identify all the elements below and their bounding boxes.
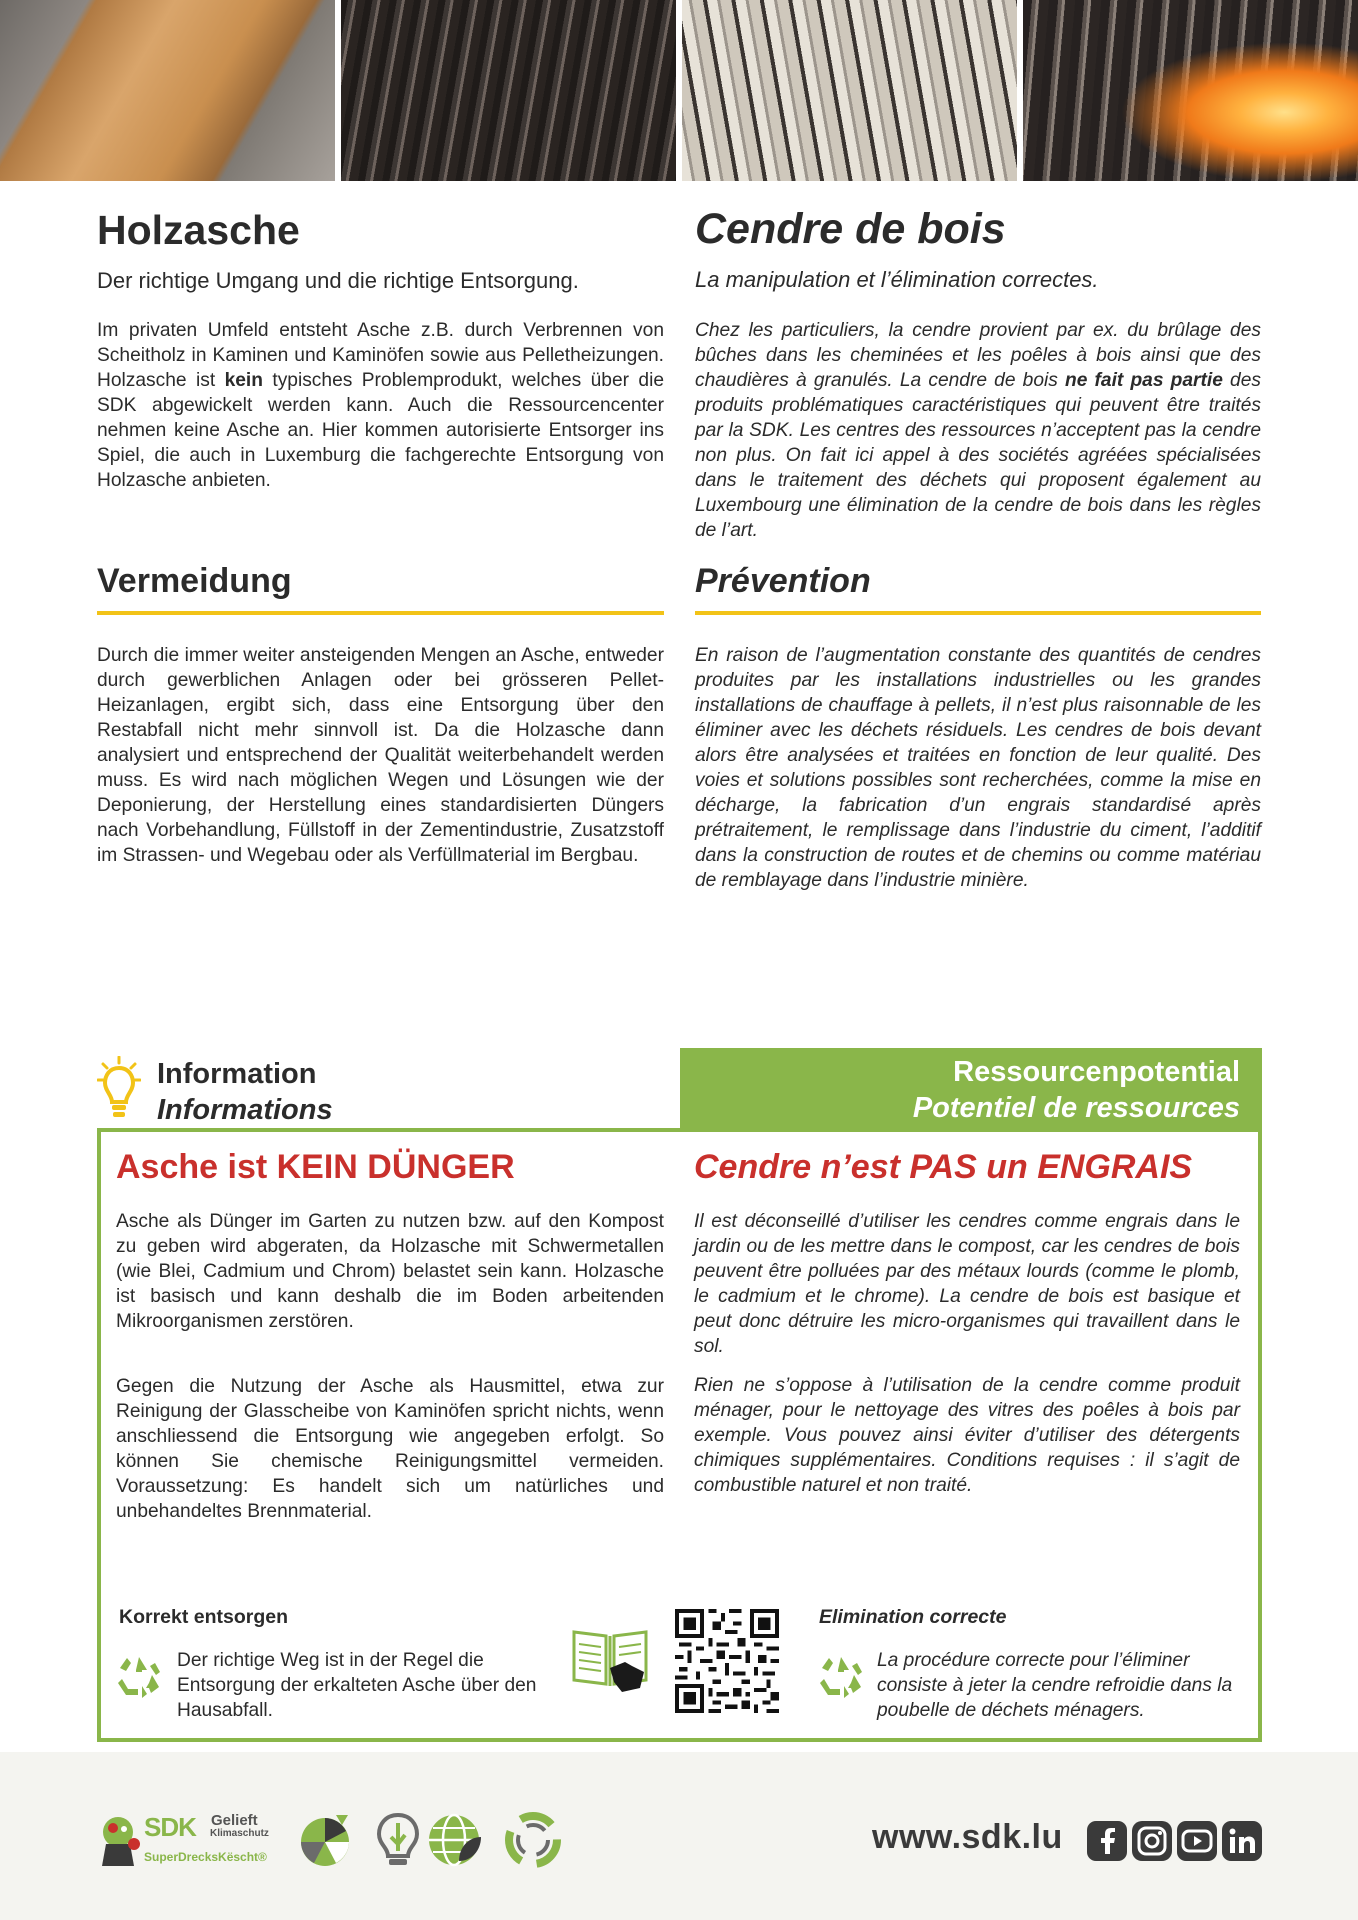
- photo-fire: [1023, 0, 1358, 181]
- prevention-rule-de: [97, 611, 664, 615]
- disposal-text-de: Der richtige Weg ist in der Regel die Entsorgung der erkalteten Asche über den Hausabfall.: [177, 1650, 537, 1721]
- resource-label-de: Ressourcenpotential: [953, 1056, 1240, 1088]
- warning-text-2-de: Gegen die Nutzung der Asche als Hausmittel, etwa zur Reinigung der Glasscheibe von Kaminöfen spricht nichts, wenn anschliessend die Entsorgung wie angegeben erfolgt. So können Sie chemische Reinigungsmittel vermeiden. Voraussetzung: Es handelt sich um natürliches und unbehandeltes Brennmaterial.: [116, 1376, 664, 1523]
- warning-title-de: Asche ist KEIN DÜNGER: [116, 1148, 515, 1186]
- prevention-title-de: Vermeidung: [97, 562, 292, 600]
- photo-wood-log: [0, 0, 335, 181]
- header-photo-strip: [0, 0, 1358, 181]
- globe-leaf-icon: [425, 1811, 483, 1869]
- prevention-title-fr: Prévention: [695, 562, 871, 600]
- information-title: Information Informations: [157, 1058, 333, 1126]
- information-header: [97, 1052, 680, 1130]
- recycle-icon-de: [116, 1653, 162, 1699]
- lightbulb-footer-icon: [369, 1811, 427, 1869]
- resource-potential-header: [680, 1048, 1262, 1130]
- prevention-text-de: Durch die immer weiter ansteigenden Mengen an Asche, entweder durch gewerblichen Anlagen oder bei grösseren Pellet-Heizanlagen, ergibt sich, dass eine Entsorgung über den Restabfall nicht mehr sinnvoll ist. Da die Holzasche dann analysiert und entsprechend der Qualität weiterbehandelt werden muss. Es wird nach möglichen Wegen und Lösungen wie der Deponierung, der Herstellung eines standardisierten Düngers nach Vorbehandlung, Füllstoff in der Zementindustrie, Zusatzstoff im Strassen- und Wegebau oder als Verfüllmaterial im Bergbau.: [97, 645, 664, 866]
- page-title-fr: Cendre de bois: [695, 205, 1006, 253]
- warning-fr: [694, 1148, 1240, 1498]
- intro-text-fr: Chez les particuliers, la cendre provient par ex. du brûlage des bûches dans les cheminées et les poêles à bois ainsi que des chaudières à granulés. La cendre de bois ne fait pas partie des produits problématiques caractéristiques qui peuvent être traités par la SDK. Les centres des ressources n’acceptent pas la cendre non plus. On fait ici appel à des sociétés agréées spécialisées dans le traitement des déchets qui proposent également au Luxembourg une élimination de la cendre de bois dans les règles de l’art.: [695, 319, 1261, 541]
- logo-klimaschutz-text: Klimaschutz: [210, 1828, 269, 1839]
- prevention-rule-fr: [695, 611, 1261, 615]
- prevention-fr: [695, 643, 1261, 893]
- linkedin-icon[interactable]: [1222, 1821, 1262, 1861]
- logo-sdk-text: SDK: [144, 1812, 196, 1842]
- sdk-mascot-icon: [98, 1814, 142, 1868]
- disposal-label-fr: Elimination correcte: [819, 1606, 1007, 1628]
- warning-text-2-fr: Rien ne s’oppose à l’utilisation de la cendre comme produit ménager, pour le nettoyage des vitres des poêles à bois par exemple. Vous pouvez ainsi éviter d’utiliser des détergents chimiques supplémentaires. Conditions requises : il s’agit de combustible naturel et non traité.: [694, 1375, 1240, 1497]
- lightbulb-icon: [97, 1056, 141, 1122]
- warning-title-fr: Cendre n’est PAS un ENGRAIS: [694, 1148, 1193, 1186]
- qr-code[interactable]: [675, 1609, 779, 1713]
- warning-text-1-fr: Il est déconseillé d’utiliser les cendres comme engrais dans le jardin ou de les mettre dans le compost, car les cendres de bois peuvent être polluées par des métaux lourds (comme le plomb, le cadmium et le chrome). La cendre de bois est basique et peut donc détruire les micro-organismes qui travaillent dans le sol.: [694, 1211, 1240, 1358]
- youtube-icon[interactable]: [1177, 1821, 1217, 1861]
- pie-chart-icon: [296, 1811, 354, 1869]
- resource-label-fr: Potentiel de ressources: [912, 1092, 1240, 1124]
- disposal-label-de: Korrekt entsorgen: [119, 1606, 289, 1628]
- subtitle-de: Der richtige Umgang und die richtige Entsorgung.: [97, 268, 579, 294]
- page-title-de: Holzasche: [97, 207, 300, 253]
- instagram-icon[interactable]: [1132, 1821, 1172, 1861]
- intro-fr: [695, 206, 1261, 543]
- subtitle-fr: La manipulation et l’élimination correctes.: [695, 267, 1099, 293]
- warning-de: [116, 1148, 664, 1524]
- prevention-text-fr: En raison de l’augmentation constante des quantités de cendres produites par les installations industrielles ou les grandes installations de chauffage à pellets, il n’est plus raisonnable de les éliminer avec les déchets résiduels. Les cendres de bois devant alors être analysées et traitées en fonction de leur qualité. Des voies et solutions possibles sont recherchées, comme la mise en décharge, la fabrication d’un engrais standardisé après prétraitement, le remplissage dans l’industrie du ciment, l’additif dans la construction de routes et de chemins ou comme matériau de remblayage dans l’industrie minière.: [695, 645, 1261, 891]
- sdk-logo[interactable]: [98, 1810, 293, 1870]
- recycle-icon-fr: [818, 1653, 864, 1699]
- prevention-de: [97, 643, 664, 868]
- photo-charcoal: [341, 0, 676, 181]
- disposal-text-fr: La procédure correcte pour l’éliminer consiste à jeter la cendre refroidie dans la poubelle de déchets ménagers.: [877, 1650, 1233, 1721]
- intro-text-de: Im privaten Umfeld entsteht Asche z.B. durch Verbrennen von Scheitholz in Kaminen und Kaminöfen sowie aus Pelletheizungen. Holzasche ist kein typisches Problemprodukt, welches über die SDK abgewickelt werden kann. Auch die Ressourcencenter nehmen keine Asche an. Hier kommen autorisierte Entsorger ins Spiel, die auch in Luxemburg die fachgerechte Entsorgung von Holzasche anbieten.: [97, 320, 665, 492]
- book-hand-icon: [570, 1622, 650, 1696]
- website-link[interactable]: www.sdk.lu: [872, 1818, 1063, 1856]
- facebook-icon[interactable]: [1087, 1821, 1127, 1861]
- intro-de: [97, 208, 664, 493]
- logo-superdrecks-text: SuperDrecksKëscht®: [144, 1850, 267, 1864]
- warning-text-1-de: Asche als Dünger im Garten zu nutzen bzw. auf den Kompost zu geben wird abgeraten, da Holzasche mit Schwermetallen (wie Blei, Cadmium und Chrom) belastet sein kann. Holzasche ist basisch und kann deshalb die im Boden arbeitenden Mikroorganismen zerstören.: [116, 1211, 664, 1333]
- photo-ash-embers: [682, 0, 1017, 181]
- logo-gelieft-text: Gelieft: [211, 1812, 258, 1829]
- recycle-circle-icon: [504, 1811, 562, 1869]
